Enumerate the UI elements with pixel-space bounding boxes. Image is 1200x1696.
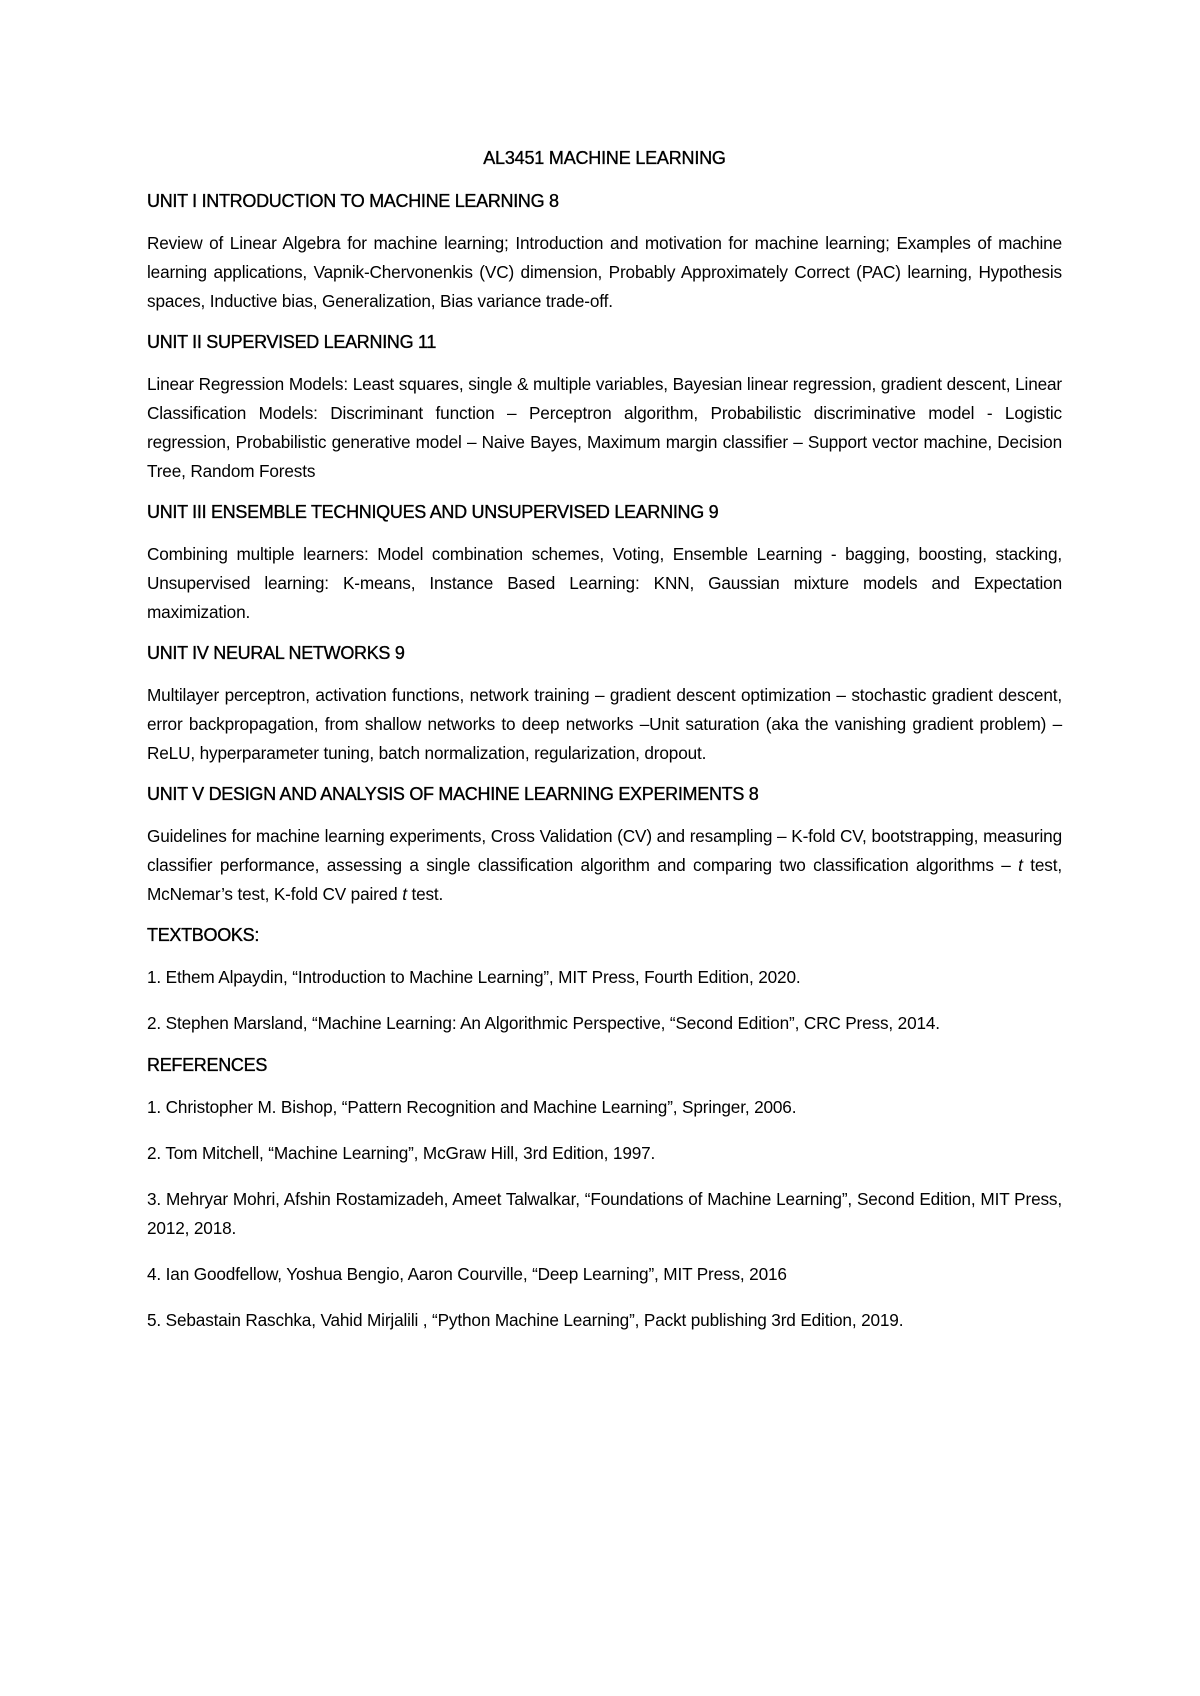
unit-3-body: Combining multiple learners: Model combination schemes, Voting, Ensemble Learning - bagging, boosting, stacking, Unsupervised learning: K-means, Instance Based Learning: KNN, Gaussian mixture models and Expectation maximization. bbox=[147, 544, 1062, 622]
syllabus-page bbox=[147, 136, 1062, 1352]
textbook-item: 1. Ethem Alpaydin, “Introduction to Machine Learning”, MIT Press, Fourth Edition, 2020. bbox=[147, 967, 801, 987]
unit-5-heading: UNIT V DESIGN AND ANALYSIS OF MACHINE LEARNING EXPERIMENTS 8 bbox=[147, 784, 759, 804]
unit-3-heading: UNIT III ENSEMBLE TECHNIQUES AND UNSUPERVISED LEARNING 9 bbox=[147, 502, 719, 522]
references-heading: REFERENCES bbox=[147, 1055, 268, 1075]
unit-5-body bbox=[147, 822, 1062, 909]
reference-item: 4. Ian Goodfellow, Yoshua Bengio, Aaron Courville, “Deep Learning”, MIT Press, 2016 bbox=[147, 1264, 787, 1284]
reference-item: 3. Mehryar Mohri, Afshin Rostamizadeh, Ameet Talwalkar, “Foundations of Machine Learning”, Second Edition, MIT Press, 2012, 2018. bbox=[147, 1189, 1062, 1238]
reference-item: 1. Christopher M. Bishop, “Pattern Recognition and Machine Learning”, Springer, 2006. bbox=[147, 1097, 797, 1117]
unit-4-heading: UNIT IV NEURAL NETWORKS 9 bbox=[147, 643, 405, 663]
unit-5-body-part2: test, McNemar’s test, K-fold CV paired bbox=[147, 855, 1063, 904]
reference-item: 5. Sebastain Raschka, Vahid Mirjalili , “Python Machine Learning”, Packt publishing 3rd Edition, 2019. bbox=[147, 1310, 904, 1330]
document-title: AL3451 MACHINE LEARNING bbox=[483, 148, 726, 168]
unit-1-body: Review of Linear Algebra for machine learning; Introduction and motivation for machine learning; Examples of machine learning applications, Vapnik-Chervonenkis (VC) dimension, Probably Approximately Correct (PAC) learning, Hypothesis spaces, Inductive bias, Generalization, Bias variance trade-off. bbox=[147, 233, 1062, 311]
unit-5-body-part3: test. bbox=[406, 884, 444, 904]
unit-4-body: Multilayer perceptron, activation functions, network training – gradient descent optimization – stochastic gradient descent, error backpropagation, from shallow networks to deep networks –Unit saturation (aka the vanishing gradient problem) – ReLU, hyperparameter tuning, batch normalization, regularization, dropout. bbox=[147, 685, 1062, 763]
unit-2-heading: UNIT II SUPERVISED LEARNING 11 bbox=[147, 332, 437, 352]
textbook-item: 2. Stephen Marsland, “Machine Learning: An Algorithmic Perspective, “Second Edition”, CRC Press, 2014. bbox=[147, 1013, 940, 1033]
unit-5-body-t-symbol-1: t bbox=[1018, 855, 1023, 875]
unit-5-body-part1: Guidelines for machine learning experiments, Cross Validation (CV) and resampling – K-fold CV, bootstrapping, measuring classifier performance, assessing a single classification algorithm and comparing two classification algorithms – bbox=[147, 826, 1062, 875]
unit-2-body: Linear Regression Models: Least squares, single & multiple variables, Bayesian linear regression, gradient descent, Linear Classification Models: Discriminant function – Perceptron algorithm, Probabilistic discriminative model - Logistic regression, Probabilistic generative model – Naive Bayes, Maximum margin classifier – Support vector machine, Decision Tree, Random Forests bbox=[147, 374, 1062, 481]
reference-item: 2. Tom Mitchell, “Machine Learning”, McGraw Hill, 3rd Edition, 1997. bbox=[147, 1143, 656, 1163]
textbooks-heading: TEXTBOOKS: bbox=[147, 925, 260, 945]
unit-1-heading: UNIT I INTRODUCTION TO MACHINE LEARNING 8 bbox=[147, 191, 559, 211]
unit-5-body-t-symbol-2: t bbox=[402, 884, 407, 904]
